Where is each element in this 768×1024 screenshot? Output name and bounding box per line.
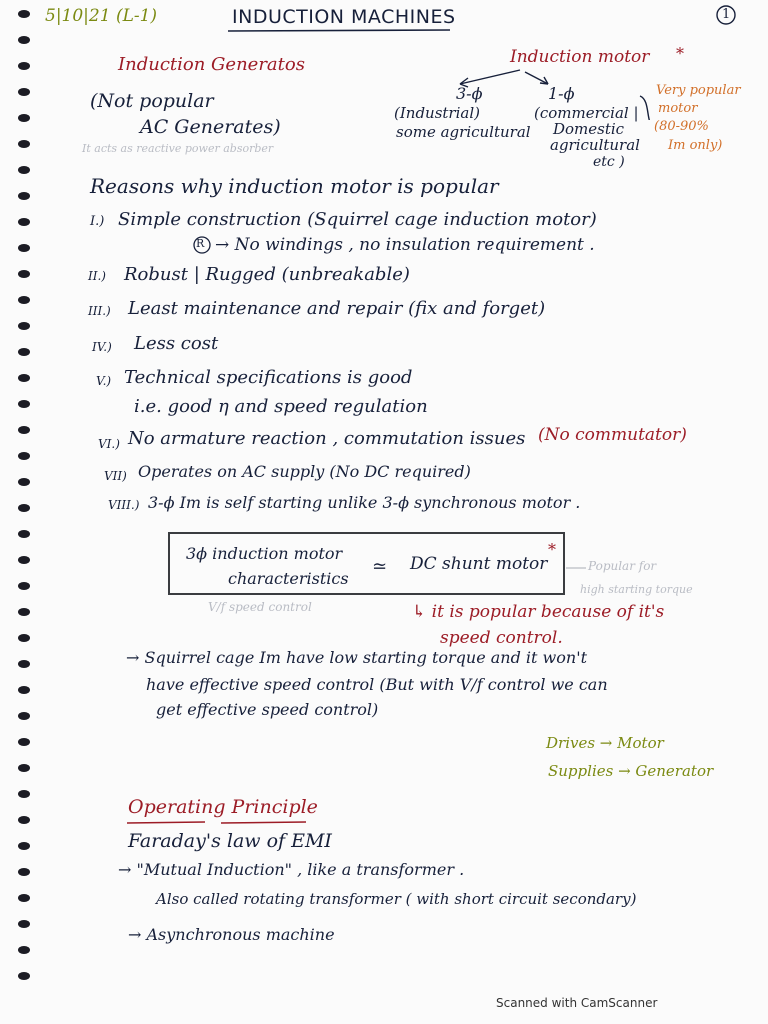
reason-num-6: VI.): [98, 437, 120, 451]
rotating-transformer: Also called rotating transformer ( with short circuit secondary): [156, 890, 637, 908]
r-mark: R: [196, 237, 205, 250]
very-popular-note-3: (80-90%: [654, 119, 709, 134]
ac-generator-text: AC Generates): [140, 116, 281, 138]
asynchronous-machine: → Asynchronous machine: [128, 925, 335, 944]
drives-motor: Drives → Motor: [546, 734, 664, 752]
vf-speed-control-note: V/f speed control: [208, 600, 312, 614]
reasons-title: Reasons why induction motor is popular: [90, 174, 499, 198]
reason-text-1b: → No windings , no insulation requirement .: [215, 235, 595, 255]
agricultural-text: some agricultural: [396, 123, 531, 141]
scanner-watermark: Scanned with CamScanner: [496, 996, 658, 1010]
page-title: INDUCTION MACHINES: [232, 6, 456, 28]
popular-reason-2: speed control.: [440, 628, 563, 648]
no-commutator-note: (No commutator): [538, 425, 687, 445]
reason-text-3: Least maintenance and repair (fix and forget): [128, 298, 546, 319]
dc-shunt-star: *: [548, 540, 556, 559]
very-popular-note-4: Im only): [668, 138, 723, 153]
im-characteristics-1: 3ϕ induction motor: [186, 544, 343, 563]
industrial-text: (Industrial): [394, 104, 480, 122]
reason-num-5: V.): [96, 374, 112, 388]
reason-num-4: IV.): [92, 340, 112, 354]
etc-text: etc ): [593, 154, 625, 170]
dc-shunt-motor: DC shunt motor: [410, 554, 548, 574]
reason-num-1: I.): [90, 214, 105, 229]
reason-text-1: Simple construction (Squirrel cage induction motor): [118, 209, 597, 230]
spiral-ring: [18, 894, 30, 902]
reason-text-5: Technical specifications is good: [124, 367, 413, 388]
very-popular-note-1: Very popular: [656, 83, 741, 98]
reactive-power-note: It acts as reactive power absorber: [82, 142, 274, 155]
agricultural-1phase-text: agricultural: [550, 136, 640, 154]
popular-for-note-1: Popular for: [588, 559, 657, 573]
reason-text-5b: i.e. good η and speed regulation: [134, 396, 428, 417]
reason-text-2: Robust | Rugged (unbreakable): [124, 264, 410, 285]
note-line-3: get effective speed control): [156, 700, 379, 719]
page-number: 1: [722, 7, 731, 22]
reason-text-8: 3-ϕ Im is self starting unlike 3-ϕ synchronous motor .: [148, 493, 581, 512]
spiral-ring: [18, 920, 30, 928]
very-popular-note-2: motor: [658, 101, 698, 116]
spiral-ring: [18, 868, 30, 876]
reason-text-6: No armature reaction , commutation issues: [128, 428, 526, 449]
reason-text-7: Operates on AC supply (No DC required): [138, 462, 471, 481]
faraday-law: Faraday's law of EMI: [128, 830, 332, 852]
reason-text-4: Less cost: [134, 333, 219, 354]
reason-num-3: III.): [88, 304, 111, 318]
approx-symbol: ≃: [372, 556, 388, 577]
supplies-generator: Supplies → Generator: [548, 762, 714, 780]
three-phase-label: 3-ϕ: [456, 84, 483, 103]
reason-num-7: VII): [104, 469, 127, 483]
spiral-ring: [18, 842, 30, 850]
motor-star: *: [676, 44, 684, 63]
note-line-2: have effective speed control (But with V/f control we can: [146, 675, 608, 694]
date-label: 5|10|21 (L-1): [45, 6, 158, 26]
induction-motor-heading: Induction motor: [510, 47, 650, 67]
commercial-text: (commercial |: [534, 104, 639, 122]
mutual-induction: → "Mutual Induction" , like a transformer .: [118, 860, 465, 879]
reason-num-2: II.): [88, 269, 106, 283]
reason-num-8: VIII.): [108, 498, 140, 512]
im-characteristics-2: characteristics: [228, 569, 349, 588]
spiral-ring: [18, 972, 30, 980]
domestic-text: Domestic: [553, 120, 625, 138]
note-line-1: → Squirrel cage Im have low starting torque and it won't: [126, 648, 588, 667]
popular-reason-1: ↳ it is popular because of it's: [412, 602, 665, 622]
single-phase-label: 1-ϕ: [548, 84, 575, 103]
popular-for-note-2: high starting torque: [580, 583, 693, 596]
not-popular-text: (Not popular: [90, 90, 214, 112]
spiral-ring: [18, 946, 30, 954]
operating-principle-heading: Operating Principle: [128, 796, 318, 818]
induction-generator-heading: Induction Generatos: [118, 54, 305, 75]
